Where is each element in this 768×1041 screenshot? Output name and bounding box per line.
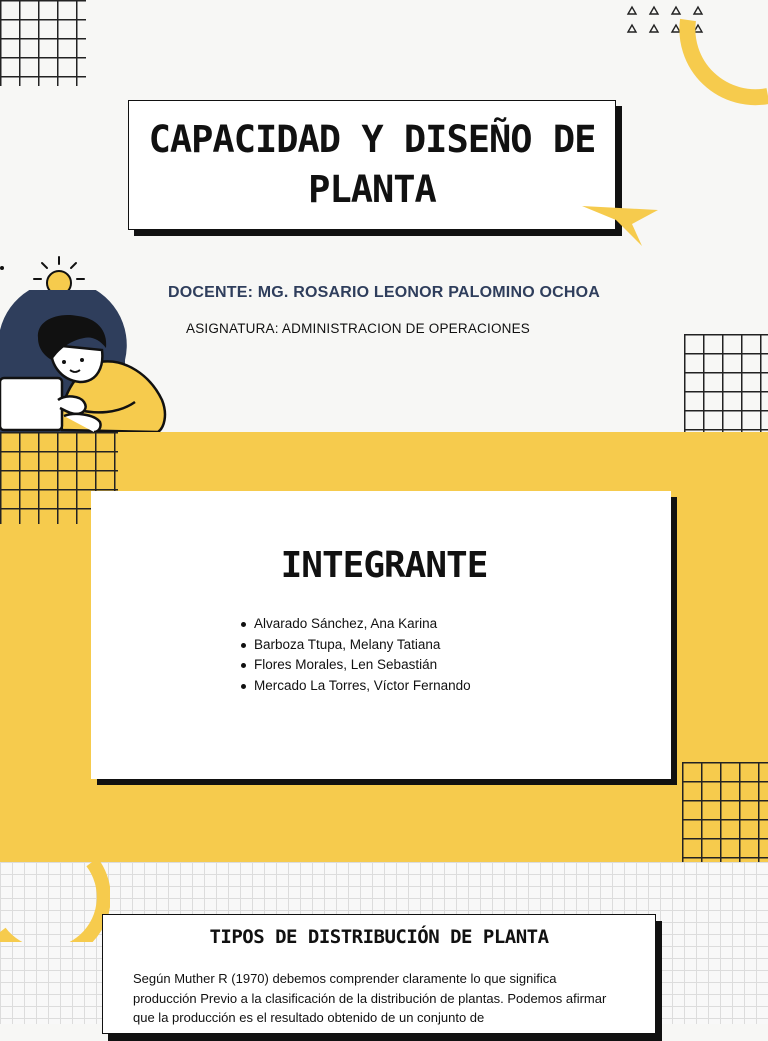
small-dot: [0, 266, 4, 270]
grid-decoration-right-lower: [682, 762, 768, 862]
docente-label: DOCENTE: MG. ROSARIO LEONOR PALOMINO OCHOA: [167, 284, 601, 301]
grid-decoration-top-left: [0, 0, 86, 86]
asignatura-label: ASIGNATURA: ADMINISTRACION DE OPERACIONES: [186, 321, 530, 336]
list-item: Mercado La Torres, Víctor Fernando: [238, 676, 471, 697]
members-heading: INTEGRANTE: [280, 545, 488, 586]
list-item: Barboza Ttupa, Melany Tatiana: [238, 635, 471, 656]
page-title-line1: CAPACIDAD Y DISEÑO DE: [148, 118, 596, 161]
grid-decoration-right-upper: [684, 334, 768, 432]
section-body: Según Muther R (1970) debemos comprender claramente lo que significa producción Previo a la clasificación de la distribución de plantas. Podemos afirmar que la producción es el resultado obtenido de un conjunto de: [133, 971, 607, 1025]
yellow-arc-decoration: [0, 862, 110, 942]
person-laptop-illustration: [0, 290, 170, 432]
members-list: [238, 614, 471, 696]
title-box: [128, 100, 616, 230]
list-item: Flores Morales, Len Sebastián: [238, 655, 471, 676]
list-item: Alvarado Sánchez, Ana Karina: [238, 614, 471, 635]
page-title-line2: PLANTA: [308, 168, 436, 211]
star-accent-icon: [580, 198, 662, 250]
section-heading: TIPOS DE DISTRIBUCIÓN DE PLANTA: [209, 926, 549, 948]
yellow-ring-decoration: [676, 0, 768, 110]
page-title: [137, 115, 607, 215]
